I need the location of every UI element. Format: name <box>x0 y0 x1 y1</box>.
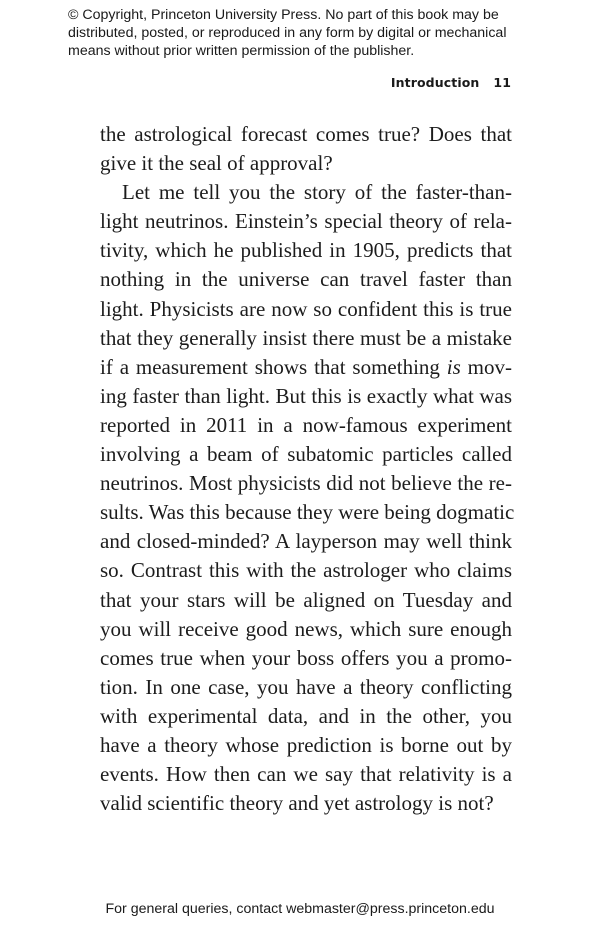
body-text <box>100 120 515 818</box>
text-line: have a theory whose prediction is borne out by <box>100 732 512 757</box>
text-line: you will receive good news, which sure enough <box>100 616 512 641</box>
copyright-notice <box>68 6 548 60</box>
text-line: reported in 2011 in a now-famous experiment <box>100 412 512 437</box>
text-line: and closed-minded? A layperson may well think <box>100 529 512 554</box>
text-line: neutrinos. Most physicists did not believe the re- <box>100 471 512 496</box>
text-line: Let me tell you the story of the faster-than- <box>122 180 512 205</box>
text-line: tivity, which he published in 1905, predicts that <box>100 238 512 263</box>
text-line: ing faster than light. But this is exactly what was <box>100 383 512 408</box>
text-line: with experimental data, and in the other, you <box>100 703 512 728</box>
text-line: events. How then can we say that relativity is a <box>100 762 512 787</box>
section-title: Introduction <box>390 75 480 90</box>
copyright-line: distributed, posted, or reproduced in any form by digital or mechanical <box>68 25 507 41</box>
text-line: sults. Was this because they were being dogmatic <box>100 500 515 525</box>
page-number: 11 <box>493 75 511 90</box>
text-line <box>100 353 512 382</box>
text-line: light. Physicists are now so confident this is true <box>100 296 512 321</box>
copyright-line: means without prior written permission of the publisher. <box>68 43 415 59</box>
text-line: comes true when your boss offers you a promo- <box>100 645 512 670</box>
text-line: give it the seal of approval? <box>100 151 333 176</box>
emphasis: is <box>446 354 461 379</box>
footer-contact: For general queries, contact webmaster@press.princeton.edu <box>105 901 495 917</box>
text-line: light neutrinos. Einstein’s special theory of rela- <box>100 209 512 234</box>
text-line: the astrological forecast comes true? Does that <box>100 122 512 146</box>
copyright-line: © Copyright, Princeton University Press. No part of this book may be <box>68 7 499 23</box>
text-line: tion. In one case, you have a theory conflicting <box>100 674 512 699</box>
text-line: so. Contrast this with the astrologer who claims <box>100 558 512 583</box>
text-segment: if a measurement shows that something <box>100 354 447 379</box>
text-line: that they generally insist there must be a mistake <box>100 325 512 350</box>
text-line: that your stars will be aligned on Tuesday and <box>100 587 512 612</box>
text-line: nothing in the universe can travel faster than <box>100 267 512 292</box>
text-line: involving a beam of subatomic particles called <box>100 442 512 467</box>
running-head <box>391 75 511 90</box>
text-segment: mov- <box>460 354 512 379</box>
text-line: valid scientific theory and yet astrology is not? <box>100 791 494 816</box>
